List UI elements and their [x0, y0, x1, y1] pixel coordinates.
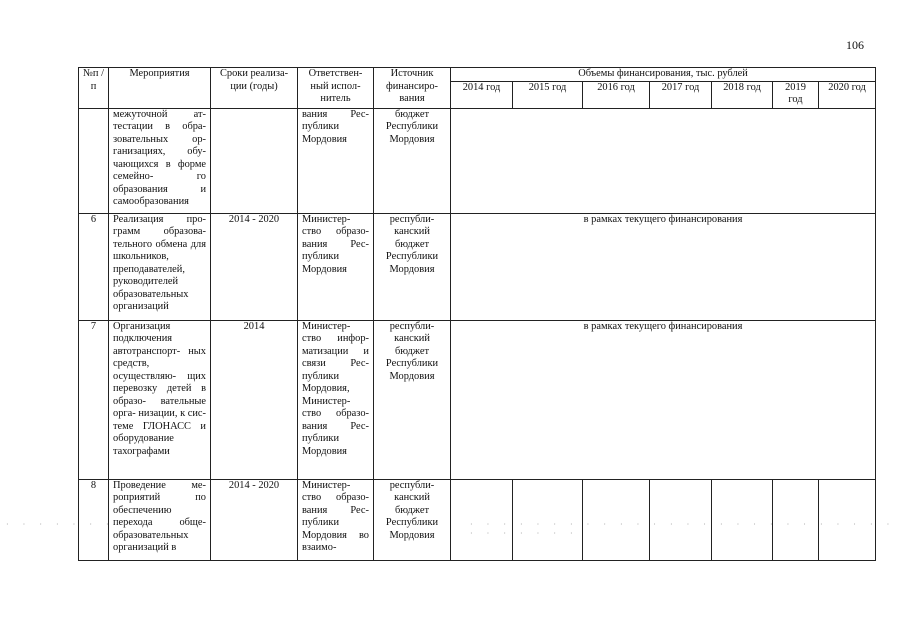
row-period: 2014 - 2020	[211, 479, 298, 560]
header-num: №п /п	[79, 68, 109, 109]
program-activities-table	[78, 67, 876, 561]
row-funding	[451, 108, 876, 213]
row-period: 2014 - 2020	[211, 213, 298, 320]
header-year: 2018 год	[712, 81, 773, 108]
row-period: 2014	[211, 320, 298, 479]
row-num	[79, 108, 109, 213]
row-activity: Организация подключения автотранспорт- ных средств, осуществляю- щих перевозку детей в образо- вательные орга- низации, к сис- теме ГЛОНАСС и оборудование тахографами	[109, 320, 211, 479]
header-funding: Объемы финансирования, тыс. рублей	[451, 68, 876, 82]
row-activity: Проведение ме- роприятий по обеспечению перехода обще- образовательных организаций в	[109, 479, 211, 560]
row-source: бюджет Республики Мордовия	[374, 108, 451, 213]
row-executor: вания Рес- публики Мордовия	[298, 108, 374, 213]
scan-noise: · · · · · · · · ·	[6, 520, 148, 529]
row-source: республи- канский бюджет Республики Мордовия	[374, 320, 451, 479]
header-row	[79, 68, 876, 82]
row-activity: межуточной ат- тестации в обра- зовательных ор- ганизациях, обу- чающихся в форме семейно- го образования и самообразования	[109, 108, 211, 213]
row-period	[211, 108, 298, 213]
header-year: 2016 год	[583, 81, 650, 108]
header-year: 2015 год	[513, 81, 583, 108]
row-source: республи- канский бюджет Республики Мордовия	[374, 479, 451, 560]
header-executor: Ответствен- ный испол- нитель	[298, 68, 374, 109]
table-row	[79, 213, 876, 320]
row-funding: в рамках текущего финансирования	[451, 213, 876, 320]
table-row	[79, 108, 876, 213]
row-activity: Реализация про- грамм образова- тельного обмена для школьников, преподавателей, руководителей образовательных организаций	[109, 213, 211, 320]
table-row	[79, 320, 876, 479]
row-executor: Министер- ство инфор- матизации и связи Рес- публики Мордовия, Министер- ство образо- вания Рес- публики Мордовия	[298, 320, 374, 479]
row-executor: Министер- ство образо- вания Рес- публики Мордовия во взаимо-	[298, 479, 374, 560]
row-executor: Министер- ство образо- вания Рес- публики Мордовия	[298, 213, 374, 320]
row-num: 8	[79, 479, 109, 560]
header-year: 2014 год	[451, 81, 513, 108]
row-funding: в рамках текущего финансирования	[451, 320, 876, 479]
header-period: Сроки реализа- ции (годы)	[211, 68, 298, 109]
header-year: 2020 год	[819, 81, 876, 108]
header-year: 2019 год	[773, 81, 819, 108]
header-activity: Мероприятия	[109, 68, 211, 109]
row-num: 6	[79, 213, 109, 320]
page-number: 106	[846, 38, 864, 52]
scan-noise: · · · · · · · · · · · · · · · · · · · · · · · · · · · · · · · · ·	[470, 520, 896, 538]
row-source: республи- канский бюджет Республики Мордовия	[374, 213, 451, 320]
header-source: Источник финансиро- вания	[374, 68, 451, 109]
header-year: 2017 год	[650, 81, 712, 108]
row-num: 7	[79, 320, 109, 479]
